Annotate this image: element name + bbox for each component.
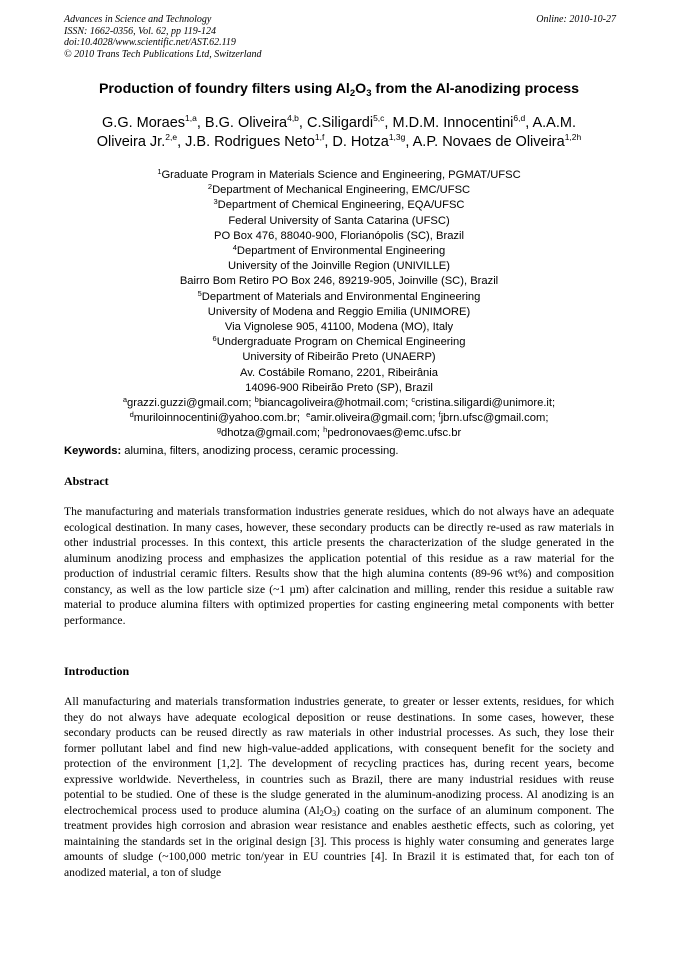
intro-text-part: O bbox=[323, 803, 333, 817]
introduction-text bbox=[64, 694, 614, 880]
affiliation-text: Undergraduate Program on Chemical Engineering bbox=[216, 336, 466, 349]
affiliation-line bbox=[40, 274, 638, 289]
abstract-text: The manufacturing and materials transformation industries generate residues, which do not always have an adequate ecological destination. In many cases, however, these secondary products can be directly re-used as raw materials in other industrial processes. In this context, this article presents the characterization of the sludge generated in the aluminum anodizing process and emphasizes the application potential of this residue as a raw material for the production of industrial ceramic filters. Results show that the high alumina contents (89-96 wt%) and composition constancy, as well as the low particle size (~1 µm) after calcination and milling, render this residue a suitable raw material to produce alumina filters with optimized properties for casting engineering metal components with better performance. bbox=[64, 505, 614, 627]
intro-text-part: All manufacturing and materials transformation industries generate, to greater or lesser extents, residues, for which they do not always have adequate ecological deposition or reuse destinations. In some cases, however, these secondary products can be reused directly as raw materials in other industrial processes. As such, they lose their former pollutant label and find new high-value-added applications, with consequent benefit for the society and protection of the environment [1,2]. The development of recycling practices has, during recent years, become expressive worldwide. Nevertheless, in countries such as Brazil, there are many industrial residues with reuse potential to be studied. One of these is the sludge generated in the aluminum-anodizing process. Al anodizing is an electrochemical process used to produce alumina (Al bbox=[64, 695, 614, 817]
email-line: $^g$dhotza@gmail.com; $^h$pedronovaes@emc.ufsc.br bbox=[216, 425, 462, 440]
email-mark: f bbox=[438, 410, 441, 420]
affiliation-text: University of the Joinville Region (UNIVILLE) bbox=[228, 260, 450, 273]
email-link[interactable]: jbrn.ufsc@gmail.com bbox=[440, 412, 546, 425]
affiliation-line bbox=[40, 305, 638, 320]
email-link[interactable]: amir.oliveira@gmail.com bbox=[310, 412, 433, 425]
affiliation-text: Av. Costábile Romano, 2201, Ribeirânia bbox=[240, 366, 438, 379]
email-mark: d bbox=[129, 410, 134, 420]
author-separator: , bbox=[177, 134, 186, 150]
affiliation-line bbox=[40, 229, 638, 244]
author-separator: , bbox=[196, 115, 205, 131]
title-subscript: 2 bbox=[349, 88, 356, 99]
affiliation-text: Department of Mechanical Engineering, EMC/UFSC bbox=[212, 184, 471, 197]
affiliation-text: Via Vignolese 905, 41100, Modena (MO), Italy bbox=[224, 321, 454, 334]
affiliation-text: Graduate Program in Materials Science and Engineering, PGMAT/UFSC bbox=[161, 169, 521, 181]
affiliation-line bbox=[40, 290, 638, 305]
email-mark: g bbox=[216, 425, 221, 435]
author-separator: , bbox=[384, 115, 393, 131]
affiliation-mark: 5 bbox=[197, 288, 202, 298]
affiliation-text: University of Modena and Reggio Emilia (UNIMORE) bbox=[207, 305, 471, 318]
affiliation-text: Bairro Bom Retiro PO Box 246, 89219-905, Joinville (SC), Brazil bbox=[179, 275, 499, 288]
affiliation-line bbox=[40, 259, 638, 274]
affiliation-line bbox=[40, 244, 638, 259]
affiliation-text: Department of Materials and Environmental Engineering bbox=[201, 290, 481, 303]
email-mark: c bbox=[411, 395, 416, 405]
affiliation-line bbox=[40, 350, 638, 365]
email-mark: a bbox=[122, 395, 128, 405]
author-name: M.D.M. Innocentini bbox=[392, 115, 514, 131]
affiliation-mark: 4 bbox=[232, 243, 237, 253]
title-text: from the Al-anodizing process bbox=[371, 81, 580, 97]
affiliation-mark: 1 bbox=[157, 167, 162, 176]
author-name: C.Siligardi bbox=[306, 115, 374, 131]
affiliation-mark: 2 bbox=[207, 182, 213, 192]
author-affil-mark: 1,a bbox=[185, 113, 197, 123]
affiliation-line bbox=[40, 168, 638, 183]
author-affil-mark: 6,d bbox=[513, 113, 526, 123]
doi-line: doi:10.4028/www.scientific.net/AST.62.119 bbox=[64, 37, 236, 49]
affiliation-text: Federal University of Santa Catarina (UFSC) bbox=[228, 214, 450, 227]
title-subscript: 3 bbox=[366, 88, 372, 99]
email-link[interactable]: muriloinnocentini@yahoo.com.br bbox=[133, 412, 297, 425]
affiliation-line bbox=[40, 320, 638, 335]
issn-line: ISSN: 1662-0356, Vol. 62, pp 119-124 bbox=[64, 25, 217, 37]
intro-subscript: 3 bbox=[332, 808, 337, 818]
title-text: O bbox=[355, 81, 367, 97]
email-link[interactable]: cristina.siligardi@unimore.it bbox=[415, 397, 553, 410]
author-separator: , bbox=[298, 115, 307, 131]
author-separator: , bbox=[405, 134, 413, 150]
affiliation-text: Department of Chemical Engineering, EQA/UFSC bbox=[217, 199, 465, 212]
introduction-heading: Introduction bbox=[64, 664, 130, 678]
intro-subscript: 2 bbox=[319, 808, 324, 818]
affiliation-text: Department of Environmental Engineering bbox=[236, 245, 446, 258]
copyright-line: © 2010 Trans Tech Publications Ltd, Switzerland bbox=[64, 48, 262, 60]
author-separator: , bbox=[324, 134, 333, 150]
affiliation-mark: 6 bbox=[212, 334, 217, 344]
affiliations bbox=[40, 168, 638, 442]
keywords bbox=[64, 444, 616, 458]
title-text: Production of foundry filters using Al bbox=[98, 81, 350, 97]
affiliation-line bbox=[40, 183, 638, 198]
affiliation-line bbox=[40, 366, 638, 381]
email-mark: b bbox=[254, 395, 259, 405]
email-mark: e bbox=[306, 410, 311, 420]
affiliation-text: University of Ribeirão Preto (UNAERP) bbox=[242, 351, 436, 364]
affiliation-text: 14096-900 Ribeirão Preto (SP), Brazil bbox=[245, 381, 433, 394]
email-mark: h bbox=[323, 425, 328, 435]
online-date: Online: 2010-10-27 bbox=[536, 14, 616, 25]
keywords-label: Keywords: bbox=[64, 445, 122, 457]
email-link[interactable]: grazzi.guzzi@gmail.com bbox=[127, 397, 249, 410]
author-name: A.P. Novaes de Oliveira bbox=[412, 134, 565, 150]
affiliation-mark: 3 bbox=[213, 197, 218, 207]
author-separator: , A.A.M. bbox=[525, 115, 576, 131]
author-name: G.G. Moraes bbox=[102, 115, 186, 131]
affiliation-line bbox=[40, 214, 638, 229]
author-name: Oliveira Jr. bbox=[96, 134, 166, 150]
email-link[interactable]: biancagoliveira@hotmail.com bbox=[258, 397, 406, 410]
journal-name: Advances in Science and Technology bbox=[64, 14, 212, 25]
author-affil-mark: 2,e bbox=[165, 132, 178, 142]
paper-title bbox=[40, 80, 638, 98]
affiliation-line bbox=[40, 381, 638, 396]
author-list bbox=[40, 114, 638, 152]
affiliation-text: PO Box 476, 88040-900, Florianópolis (SC), Brazil bbox=[214, 229, 464, 242]
intro-text-part: ) coating on the surface of an aluminum component. The treatment provides high corrosion and abrasion wear resistance and enables aesthetic effects, such as coloring, yet maintaining the standards set in the original design [3]. This process is highly water consuming and generates large amounts of sludge (~100,000 metric ton/year in EU countries [4]. In Brazil it is estimated that, for each ton of anodized material, a ton of sludge bbox=[64, 803, 614, 879]
abstract-heading: Abstract bbox=[64, 474, 109, 488]
author-name: D. Hotza bbox=[332, 134, 389, 150]
author-affil-mark: 5,c bbox=[373, 113, 385, 123]
author-affil-mark: 1,3g bbox=[388, 132, 406, 142]
email-line: $^d$muriloinnocentini@yahoo.com.br; $^e$amir.oliveira@gmail.com; $^f$jbrn.ufsc@gmail.com; bbox=[129, 410, 549, 425]
author-affil-mark: 4,b bbox=[287, 113, 299, 123]
affiliation-line bbox=[40, 335, 638, 350]
keywords-text: alumina, filters, anodizing process, ceramic processing. bbox=[121, 445, 399, 457]
author-affil-mark: 1,f bbox=[314, 132, 325, 142]
author-name: B.G. Oliveira bbox=[204, 115, 288, 131]
email-line: $^a$grazzi.guzzi@gmail.com; $^b$biancagoliveira@hotmail.com; $^c$cristina.siligardi@unimore.it; bbox=[122, 395, 556, 410]
affiliation-line bbox=[40, 198, 638, 213]
journal-header bbox=[64, 14, 616, 60]
email-link[interactable]: dhotza@gmail.com bbox=[220, 427, 317, 440]
author-name: J.B. Rodrigues Neto bbox=[185, 134, 315, 150]
author-affil-mark: 1,2h bbox=[564, 132, 582, 142]
email-link[interactable]: pedronovaes@emc.ufsc.br bbox=[327, 427, 462, 440]
